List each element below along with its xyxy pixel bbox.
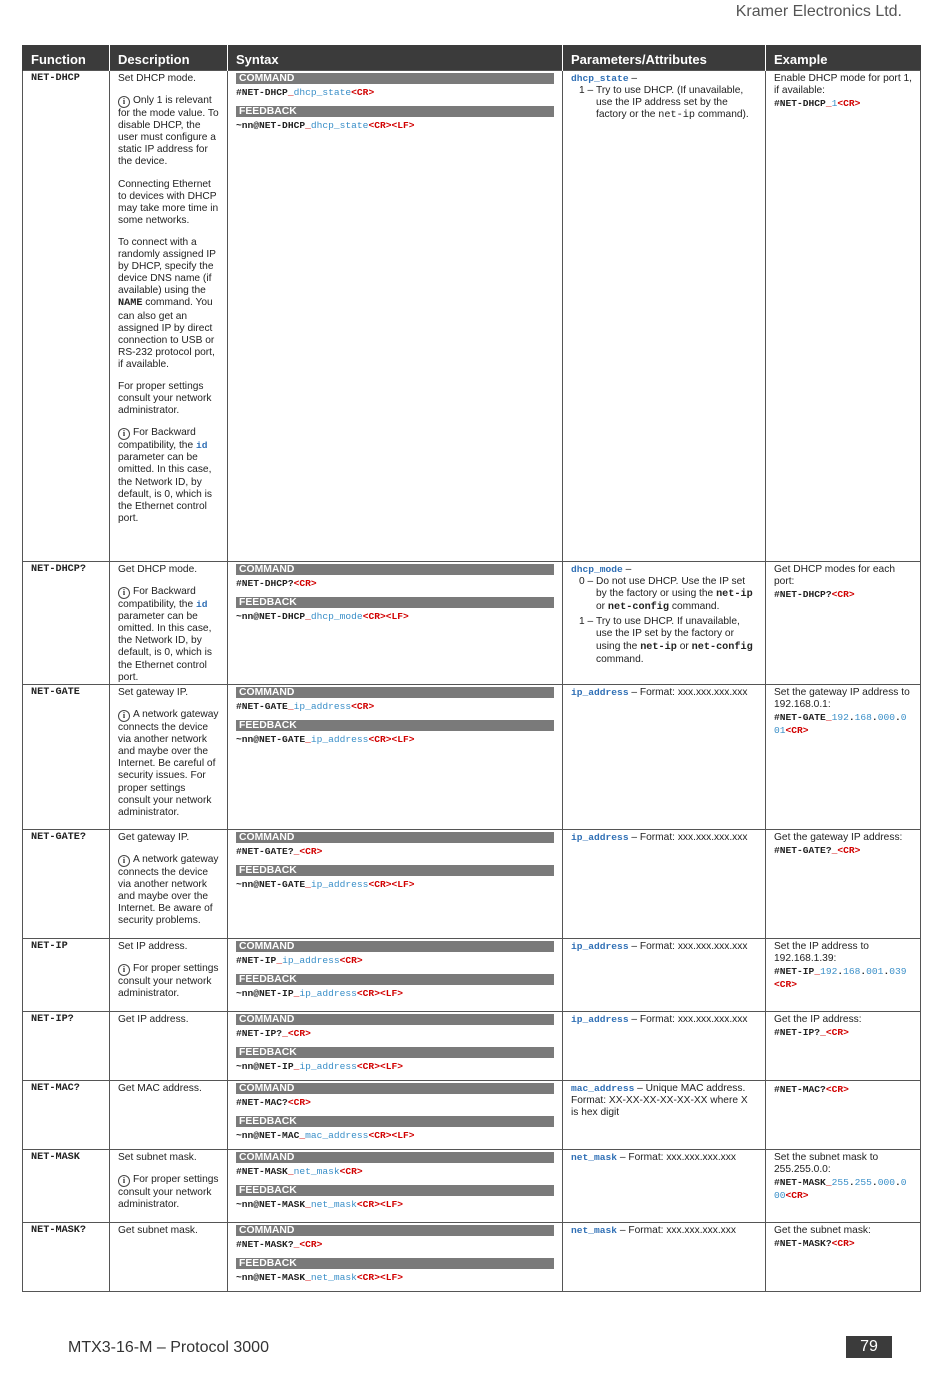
description-text: Get IP address. [118, 1014, 189, 1025]
example-syntax: #NET-IP?_<CR> [774, 1027, 849, 1039]
example-text: Set the subnet mask to 255.255.0.0: [774, 1152, 879, 1176]
feedback-label: FEEDBACK [236, 865, 554, 876]
feedback-syntax: ~nn@NET-DHCP_dhcp_mode<CR><LF> [236, 611, 409, 622]
description-text: Set IP address. [118, 941, 188, 952]
feedback-syntax: ~nn@NET-MASK_net_mask<CR><LF> [236, 1199, 403, 1210]
function-name: NET-DHCP? [23, 562, 110, 685]
feedback-syntax: ~nn@NET-IP_ip_address<CR><LF> [236, 988, 403, 999]
command-syntax: #NET-GATE_ip_address<CR> [236, 701, 375, 712]
example-text: Set the gateway IP address to 192.168.0.1: [774, 687, 910, 711]
description-cell [110, 830, 228, 939]
example-text: Get the subnet mask: [774, 1225, 871, 1236]
example-cell [766, 1223, 921, 1292]
example-cell [766, 830, 921, 939]
example-syntax: #NET-GATE?_<CR> [774, 845, 861, 857]
description-text: To connect with a randomly assigned IP by DHCP, specify the device DNS name (if available) using the NAME command. You can also get an assigned IP by direct connection to USB or RS-232 protocol port, if available. [118, 236, 216, 370]
example-text: Get DHCP modes for each port: [774, 564, 895, 588]
example-cell [766, 562, 921, 685]
syntax-cell [228, 685, 563, 830]
column-header-example: Example [766, 45, 921, 71]
description-cell [110, 1223, 228, 1292]
example-cell [766, 1081, 921, 1150]
example-syntax: #NET-MAC?<CR> [774, 1084, 849, 1095]
info-icon: i [118, 587, 130, 599]
column-header-parameters: Parameters/Attributes [563, 45, 766, 71]
example-syntax: #NET-MASK_255.255.000.000<CR> [774, 1177, 907, 1202]
description-note: i A network gateway connects the device via another network and maybe over the Internet. Be aware of security problems. [118, 854, 219, 927]
parameters-cell: ip_address – Format: xxx.xxx.xxx.xxx [563, 1012, 766, 1081]
table-row [23, 1081, 921, 1150]
command-syntax: #NET-DHCP_dhcp_state<CR> [236, 87, 375, 98]
table-row [23, 685, 921, 830]
function-name: NET-MAC? [23, 1081, 110, 1150]
protocol-command-table [22, 45, 921, 1292]
example-syntax: #NET-DHCP?<CR> [774, 589, 855, 601]
syntax-cell [228, 71, 563, 562]
parameters-cell: ip_address – Format: xxx.xxx.xxx.xxx [563, 685, 766, 830]
table-row [23, 1223, 921, 1292]
syntax-cell [228, 830, 563, 939]
syntax-cell [228, 1081, 563, 1150]
command-label: COMMAND [236, 564, 554, 575]
column-header-description: Description [110, 45, 228, 71]
example-cell [766, 685, 921, 830]
list-item: 1 – Try to use DHCP. If unavailable, use the IP set by the factory or using the net-ip or net-config command. [579, 616, 753, 665]
parameters-cell: ip_address – Format: xxx.xxx.xxx.xxx [563, 830, 766, 939]
feedback-label: FEEDBACK [236, 974, 554, 985]
example-text: Get the IP address: [774, 1014, 862, 1025]
command-syntax: #NET-MAC?<CR> [236, 1097, 311, 1108]
description-text: Connecting Ethernet to devices with DHCP may take more time in some networks. [118, 178, 219, 226]
table-row [23, 1150, 921, 1223]
function-name: NET-MASK? [23, 1223, 110, 1292]
description-text: Get subnet mask. [118, 1225, 198, 1236]
description-cell [110, 71, 228, 562]
command-label: COMMAND [236, 1083, 554, 1094]
example-text: Set the IP address to 192.168.1.39: [774, 941, 869, 965]
function-name: NET-DHCP [23, 71, 110, 562]
description-cell [110, 562, 228, 685]
description-cell [110, 1150, 228, 1223]
page-number: 79 [846, 1336, 892, 1358]
example-cell [766, 939, 921, 1012]
info-icon: i [118, 96, 130, 108]
function-name: NET-IP [23, 939, 110, 1012]
description-text: Get gateway IP. [118, 832, 190, 843]
description-text: For proper settings consult your network administrator. [118, 380, 212, 417]
command-label: COMMAND [236, 941, 554, 952]
column-header-function: Function [23, 45, 110, 71]
description-note: i For Backward compatibility, the id parameter can be omitted. In this case, the Network ID, by default, is 0, which is the Ethernet control port. [118, 586, 212, 683]
command-syntax: #NET-GATE?_<CR> [236, 846, 323, 857]
command-label: COMMAND [236, 1014, 554, 1025]
feedback-label: FEEDBACK [236, 1047, 554, 1058]
table-row [23, 939, 921, 1012]
syntax-cell [228, 1150, 563, 1223]
syntax-cell [228, 939, 563, 1012]
description-text: Set subnet mask. [118, 1152, 197, 1163]
feedback-label: FEEDBACK [236, 106, 554, 117]
function-name: NET-IP? [23, 1012, 110, 1081]
example-text: Get the gateway IP address: [774, 832, 903, 843]
info-icon: i [118, 710, 130, 722]
command-label: COMMAND [236, 1152, 554, 1163]
info-icon: i [118, 964, 130, 976]
description-text: Set DHCP mode. [118, 73, 196, 84]
table-row [23, 562, 921, 685]
description-note: i For proper settings consult your network administrator. [118, 963, 219, 1000]
list-item: 0 – Do not use DHCP. Use the IP set by the factory or using the net-ip or net-config command. [579, 576, 753, 614]
description-cell [110, 1012, 228, 1081]
description-note: i For Backward compatibility, the id parameter can be omitted. In this case, the Network ID, by default, is 0, which is the Ethernet control port. [118, 427, 212, 524]
table-row [23, 71, 921, 562]
info-icon: i [118, 428, 130, 440]
example-syntax: #NET-IP_192.168.001.039<CR> [774, 966, 907, 991]
feedback-syntax: ~nn@NET-MASK_net_mask<CR><LF> [236, 1272, 403, 1283]
description-text: Get DHCP mode. [118, 564, 198, 575]
table-row [23, 830, 921, 939]
document-title: MTX3-16-M – Protocol 3000 [68, 1339, 269, 1356]
feedback-syntax: ~nn@NET-IP_ip_address<CR><LF> [236, 1061, 403, 1072]
feedback-syntax: ~nn@NET-GATE_ip_address<CR><LF> [236, 879, 415, 890]
description-cell [110, 1081, 228, 1150]
parameters-cell: dhcp_state – 1 – Try to use DHCP. (If unavailable, use the IP address set by the factory or the net-ip command). [563, 71, 766, 562]
description-cell [110, 939, 228, 1012]
function-name: NET-GATE? [23, 830, 110, 939]
parameters-cell: dhcp_mode – 0 – Do not use DHCP. Use the IP set by the factory or using the net-ip or net-config command. 1 – Try to use DHCP. If unavailable, use the IP set by the factory or using the net-ip or net-config command. [563, 562, 766, 685]
feedback-label: FEEDBACK [236, 597, 554, 608]
description-text: Set gateway IP. [118, 687, 189, 698]
command-label: COMMAND [236, 73, 554, 84]
company-name: Kramer Electronics Ltd. [735, 3, 902, 20]
example-syntax: #NET-GATE_192.168.000.001<CR> [774, 712, 907, 737]
table-row [23, 1012, 921, 1081]
command-label: COMMAND [236, 1225, 554, 1236]
description-cell [110, 685, 228, 830]
description-note: i Only 1 is relevant for the mode value. To disable DHCP, the user must configure a static IP address for the device. [118, 95, 219, 168]
example-syntax: #NET-MASK?<CR> [774, 1238, 855, 1250]
parameters-cell: ip_address – Format: xxx.xxx.xxx.xxx [563, 939, 766, 1012]
feedback-syntax: ~nn@NET-GATE_ip_address<CR><LF> [236, 734, 415, 745]
info-icon: i [118, 855, 130, 867]
command-syntax: #NET-IP?_<CR> [236, 1028, 311, 1039]
info-icon: i [118, 1175, 130, 1187]
syntax-cell [228, 562, 563, 685]
function-name: NET-MASK [23, 1150, 110, 1223]
command-syntax: #NET-IP_ip_address<CR> [236, 955, 363, 966]
feedback-label: FEEDBACK [236, 1258, 554, 1269]
command-syntax: #NET-DHCP?<CR> [236, 578, 317, 589]
example-cell [766, 71, 921, 562]
feedback-label: FEEDBACK [236, 720, 554, 731]
command-syntax: #NET-MASK?_<CR> [236, 1239, 323, 1250]
description-note: i A network gateway connects the device via another network and maybe over the Internet. Be careful of security issues. For proper settings consult your network administrator. [118, 709, 219, 818]
feedback-syntax: ~nn@NET-MAC_mac_address<CR><LF> [236, 1130, 415, 1141]
table-header-row [23, 45, 921, 71]
command-syntax: #NET-MASK_net_mask<CR> [236, 1166, 363, 1177]
syntax-cell [228, 1223, 563, 1292]
parameters-cell: net_mask – Format: xxx.xxx.xxx.xxx [563, 1223, 766, 1292]
list-item: 1 – Try to use DHCP. (If unavailable, use the IP address set by the factory or the net-ip command). [579, 85, 749, 122]
feedback-label: FEEDBACK [236, 1116, 554, 1127]
function-name: NET-GATE [23, 685, 110, 830]
command-label: COMMAND [236, 832, 554, 843]
parameters-cell: net_mask – Format: xxx.xxx.xxx.xxx [563, 1150, 766, 1223]
description-text: Get MAC address. [118, 1083, 202, 1094]
example-cell [766, 1150, 921, 1223]
example-syntax: #NET-DHCP_1<CR> [774, 98, 861, 110]
parameters-cell: mac_address – Unique MAC address. Format: XX-XX-XX-XX-XX-XX where X is hex digit [563, 1081, 766, 1150]
example-cell [766, 1012, 921, 1081]
description-note: i For proper settings consult your network administrator. [118, 1174, 219, 1211]
feedback-label: FEEDBACK [236, 1185, 554, 1196]
feedback-syntax: ~nn@NET-DHCP_dhcp_state<CR><LF> [236, 120, 415, 131]
example-text: Enable DHCP mode for port 1, if available: [774, 73, 912, 97]
column-header-syntax: Syntax [228, 45, 563, 71]
syntax-cell [228, 1012, 563, 1081]
command-label: COMMAND [236, 687, 554, 698]
